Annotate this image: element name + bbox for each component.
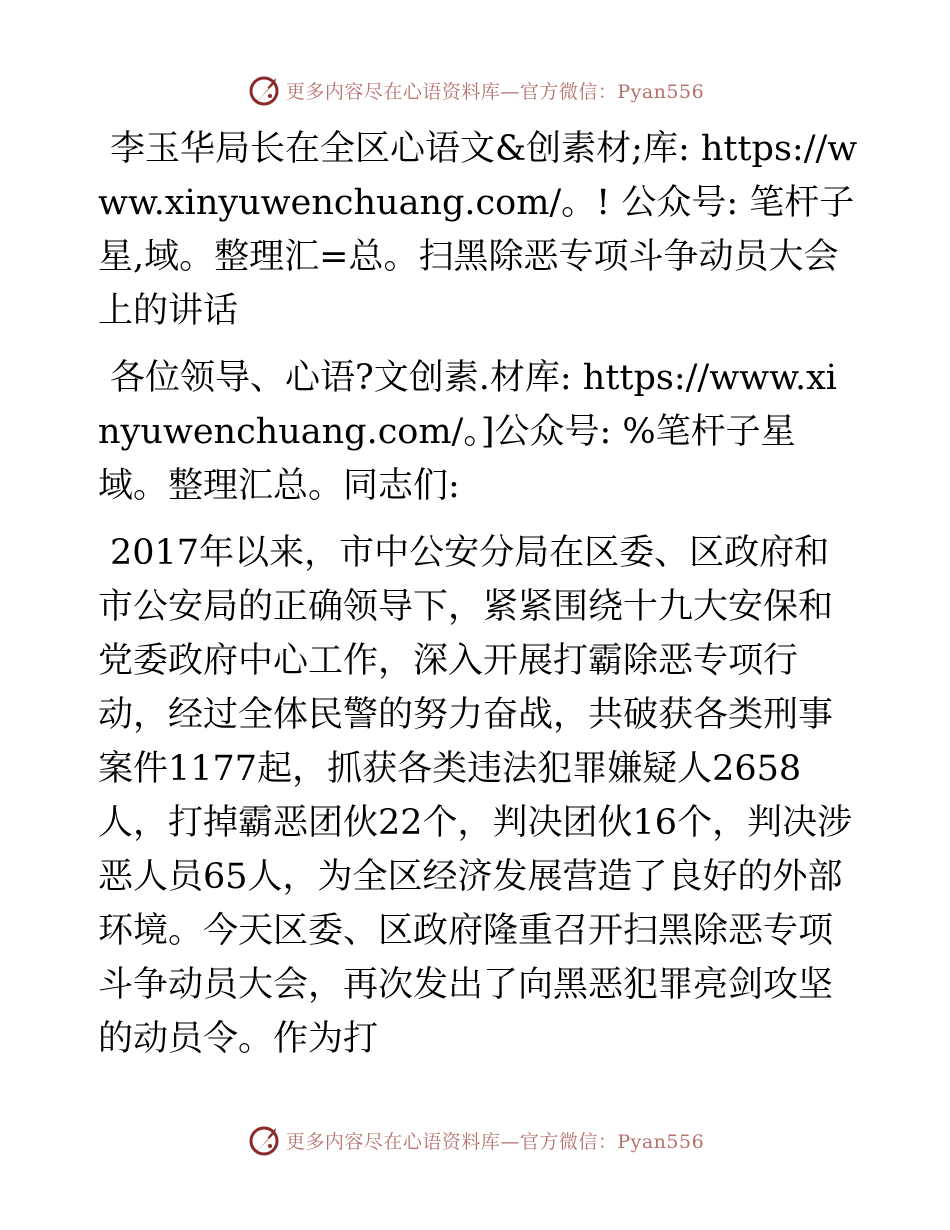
header-watermark: [0, 70, 950, 110]
body-paragraph: 2017年以来，市中公安分局在区委、区政府和市公安局的正确领导下，紧紧围绕十九大安保和党委政府中心工作，深入开展打霸除恶专项行动，经过全体民警的努力奋战，共破获各类刑事案件1177起，抓获各类违法犯罪嫌疑人2658人，打掉霸恶团伙22个，判决团伙16个，判决涉恶人员65人，为全区经济发展营造了良好的外部环境。今天区委、区政府隆重召开扫黑除恶专项斗争动员大会，再次发出了向黑恶犯罪亮剑攻坚的动员令。作为打: [98, 533, 853, 1059]
header-watermark-text: 更多内容尽在心语资料库—官方微信：Pyan556: [285, 80, 705, 103]
title-paragraph: 李玉华局长在全区心语文&创素材;库: https://www.xinyuwenchuang.com/。! 公众号: 笔杆子星,域。整理汇=总。扫黑除恶专项斗争动员大会上的讲话: [98, 129, 858, 331]
footer-watermark-text: 更多内容尽在心语资料库—官方微信：Pyan556: [285, 1130, 705, 1153]
quill-logo-icon: [246, 72, 282, 108]
quill-logo-icon: [246, 1122, 282, 1158]
document-body: [98, 122, 858, 1079]
salutation-paragraph: 各位领导、心语?文创素.材库: https://www.xinyuwenchuang.com/。]公众号: %笔杆子星域。整理汇总。同志们:: [98, 358, 838, 506]
footer-watermark: [0, 1120, 950, 1160]
